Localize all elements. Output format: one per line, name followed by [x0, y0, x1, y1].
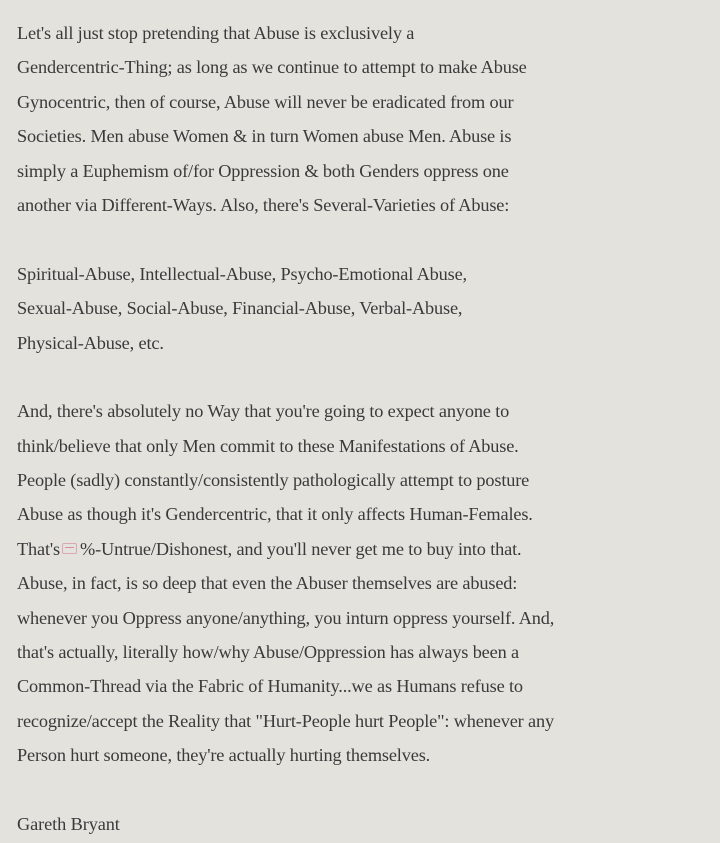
paragraph-spacer	[17, 773, 706, 807]
text-line: Sexual-Abuse, Social-Abuse, Financial-Abuse, Verbal-Abuse,	[17, 298, 463, 319]
text-line: Spiritual-Abuse, Intellectual-Abuse, Psycho-Emotional Abuse,	[17, 263, 467, 284]
text-line: Abuse as though it's Gendercentric, that it only affects Human-Females.	[17, 504, 533, 525]
text-line: recognize/accept the Reality that "Hurt-People hurt People": whenever any	[17, 710, 554, 731]
text-line: Person hurt someone, they're actually hurting themselves.	[17, 745, 431, 766]
paragraph-abuse-list	[17, 257, 706, 360]
text-line: Gendercentric-Thing; as long as we continue to attempt to make Abuse	[17, 57, 527, 78]
text-line: simply a Euphemism of/for Oppression & both Genders oppress one	[17, 160, 509, 181]
text-line: Abuse, in fact, is so deep that even the Abuser themselves are abused:	[17, 573, 518, 594]
paragraph-body	[17, 394, 706, 772]
text-line-with-emoji	[17, 532, 706, 566]
text-line: And, there's absolutely no Way that you're going to expect anyone to	[17, 401, 510, 422]
text-line: that's actually, literally how/why Abuse/Oppression has always been a	[17, 642, 519, 663]
text-line: Let's all just stop pretending that Abuse is exclusively a	[17, 23, 415, 43]
text-line: Common-Thread via the Fabric of Humanity...we as Humans refuse to	[17, 676, 523, 697]
hundred-points-emoji-icon	[62, 543, 77, 554]
text-line: think/believe that only Men commit to these Manifestations of Abuse.	[17, 435, 519, 456]
text-line: People (sadly) constantly/consistently pathologically attempt to posture	[17, 470, 530, 491]
text-fragment: %-Untrue/Dishonest, and you'll never get me to buy into that.	[80, 538, 522, 559]
paragraph-spacer	[17, 360, 706, 394]
paragraph-spacer	[17, 222, 706, 256]
text-line: whenever you Oppress anyone/anything, you inturn oppress yourself. And,	[17, 607, 555, 628]
text-line: Gynocentric, then of course, Abuse will never be eradicated from our	[17, 91, 514, 112]
text-fragment: That's	[17, 538, 61, 559]
text-line: another via Different-Ways. Also, there's Several-Varieties of Abuse:	[17, 194, 510, 215]
paragraph-intro	[17, 16, 706, 222]
text-line: Societies. Men abuse Women & in turn Women abuse Men. Abuse is	[17, 126, 512, 147]
text-line: Physical-Abuse, etc.	[17, 332, 164, 353]
author-signature: Gareth Bryant	[17, 813, 120, 834]
